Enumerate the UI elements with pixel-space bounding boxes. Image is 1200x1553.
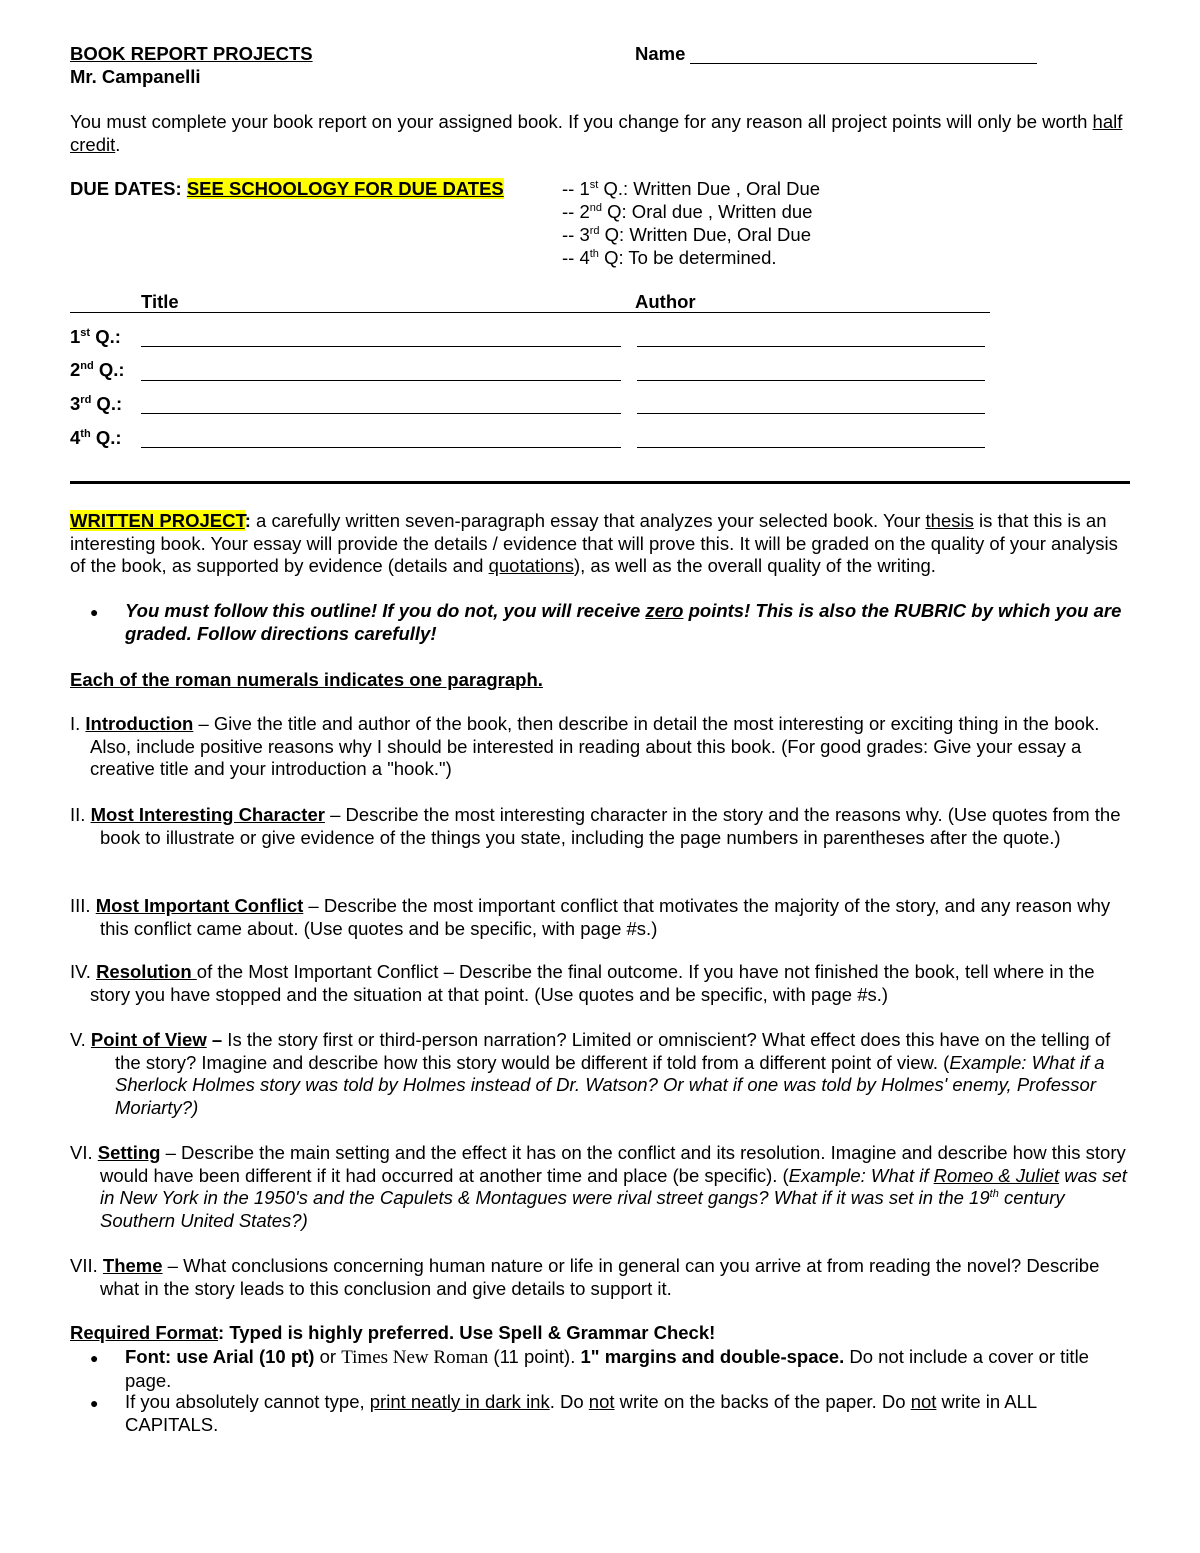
bullet-icon: ● (90, 1350, 99, 1366)
name-field-line[interactable] (690, 63, 1037, 64)
outline-item-6: VI. Setting – Describe the main setting and the effect it has on the conflict and its resolution. Imagine and describe how this story would have been different if it had occurred at another time and place (be specific). (Example: What if Romeo & Juliet was set in New York in the 1950's and the Capulets & Montagues were rival street gangs? What if it was set in the 19th century Southern United States?) (70, 1142, 1127, 1232)
due-item-q3: -- 3rd Q: Written Due, Oral Due (562, 224, 811, 245)
title-line-q3[interactable] (141, 413, 621, 414)
bullet-icon: ● (90, 604, 99, 620)
title-line-q1[interactable] (141, 346, 621, 347)
author-line-q4[interactable] (637, 447, 985, 448)
title-column-header: Title (141, 291, 179, 312)
outline-item-4: IV. Resolution of the Most Important Conflict – Describe the final outcome. If you have not finished the book, tell where in the story you have stopped and the situation at that point. (Use quotes and be specific, with page #s.) (70, 961, 1095, 1005)
author-line-q1[interactable] (637, 346, 985, 347)
format-bullet-type: If you absolutely cannot type, print neatly in dark ink. Do not write on the backs of the paper. Do not write in ALL CAPITALS. (125, 1391, 1037, 1435)
author-line-q2[interactable] (637, 380, 985, 381)
due-dates-heading: DUE DATES: SEE SCHOOLOGY FOR DUE DATES (70, 178, 504, 199)
row-label-q3: 3rd Q.: (70, 393, 123, 414)
section-divider (70, 481, 1130, 484)
title-line-q2[interactable] (141, 380, 621, 381)
bullet-icon: ● (90, 1395, 99, 1411)
author-column-header: Author (635, 291, 696, 312)
due-item-q1: -- 1st Q.: Written Due , Oral Due (562, 178, 821, 199)
due-item-q4: -- 4th Q: To be determined. (562, 247, 777, 268)
author-line-q3[interactable] (637, 413, 985, 414)
required-format-heading: Required Format: Typed is highly preferred. Use Spell & Grammar Check! (70, 1322, 716, 1343)
row-label-q2: 2nd Q.: (70, 359, 125, 380)
roman-numeral-note: Each of the roman numerals indicates one paragraph. (70, 669, 543, 690)
due-dates-highlight: SEE SCHOOLOGY FOR DUE DATES (186, 178, 504, 199)
written-project-label: WRITTEN PROJECT (70, 510, 245, 531)
table-header-rule (70, 312, 990, 313)
intro-paragraph: You must complete your book report on your assigned book. If you change for any reason all project points will only be worth half credit. (70, 111, 1123, 155)
name-label: Name (635, 43, 686, 64)
outline-warning: You must follow this outline! If you do not, you will receive zero points! This is also the RUBRIC by which you are graded. Follow directions carefully! (125, 600, 1122, 644)
written-project-paragraph: WRITTEN PROJECT: a carefully written seven-paragraph essay that analyzes your selected book. Your thesis is that this is an interesting book. Your essay will provide the details / evidence that will prove this. It will be graded on the quality of your analysis of the book, as supported by evidence (details and quotations), as well as the overall quality of the writing. (70, 510, 1118, 577)
outline-item-2: II. Most Interesting Character – Describe the most interesting character in the story and the reasons why. (Use quotes from the book to illustrate or give evidence of the things you state, including the page numbers in parentheses after the quote.) (70, 804, 1121, 848)
row-label-q4: 4th Q.: (70, 427, 122, 448)
row-label-q1: 1st Q.: (70, 326, 121, 347)
due-item-q2: -- 2nd Q: Oral due , Written due (562, 201, 813, 222)
outline-item-3: III. Most Important Conflict – Describe the most important conflict that motivates the majority of the story, and any reason why this conflict came about. (Use quotes and be specific, with page #s.) (70, 895, 1111, 939)
outline-item-5: V. Point of View – Is the story first or third-person narration? Limited or omniscient? What effect does this have on the telling of the story? Imagine and describe how this story would be different if told from a different point of view. (Example: What if a Sherlock Holmes story was told by Holmes instead of Dr. Watson? Or what if one was told by Holmes' enemy, Professor Moriarty?) (70, 1029, 1111, 1119)
teacher-name: Mr. Campanelli (70, 66, 201, 87)
doc-title: BOOK REPORT PROJECTS (70, 43, 313, 64)
format-bullet-font: Font: use Arial (10 pt) or Times New Roman (11 point). 1" margins and double-space. Do not include a cover or title page. (125, 1346, 1089, 1391)
outline-item-7: VII. Theme – What conclusions concerning human nature or life in general can you arrive at from reading the novel? Describe what in the story leads to this conclusion and give details to support it. (70, 1255, 1100, 1299)
title-line-q4[interactable] (141, 447, 621, 448)
outline-item-1: I. Introduction – Give the title and author of the book, then describe in detail the most interesting or exciting thing in the book. Also, include positive reasons why I should be interested in reading about this book. (For good grades: Give your essay a creative title and your introduction a "hook.") (70, 713, 1100, 780)
